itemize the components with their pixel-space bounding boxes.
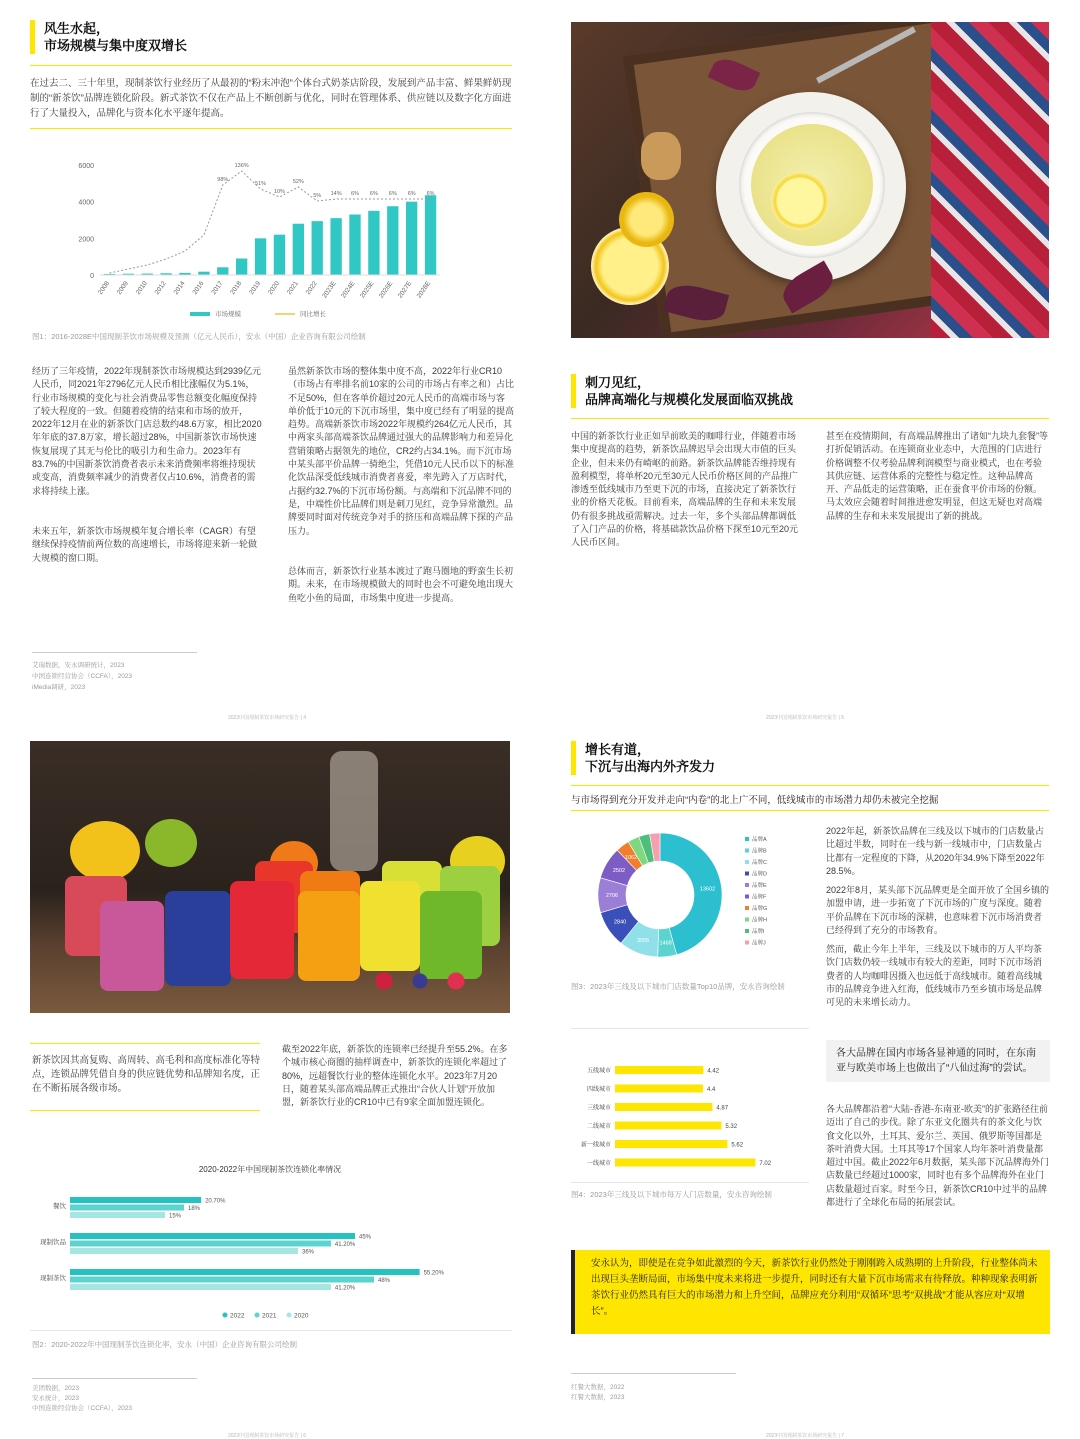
- slice-label: 1062: [624, 854, 638, 861]
- y-tick-label: 0: [90, 273, 94, 280]
- slice-label: 1468: [659, 940, 672, 947]
- legend-label: 品牌C: [752, 860, 767, 866]
- jar: [100, 901, 164, 991]
- bottle: [330, 751, 378, 871]
- data-label: 7.02: [759, 1161, 772, 1167]
- bar: [70, 1205, 184, 1211]
- lemon-half: [619, 192, 674, 247]
- intro-paragraph: 在过去二、三十年里，现制茶饮行业经历了从最初的“粉末冲泡”个体台式奶茶店阶段，发展到产品丰富、鲜果鲜奶现制的“新茶饮”品牌连锁化阶段。新式茶饮不仅在产品上不断创新与优化，同时在管理体系、供应链以及数字化方面进行了大量投入，品牌化与资本化水平逐年提高。: [30, 78, 512, 119]
- legend-swatch: [745, 860, 749, 864]
- data-label: 18%: [188, 1206, 201, 1212]
- bar: [70, 1269, 420, 1275]
- bar: [615, 1140, 727, 1148]
- legend-swatch: [745, 837, 749, 841]
- data-label: 20.70%: [205, 1198, 226, 1205]
- x-tick-label: 2010: [134, 280, 149, 296]
- page-1-col2-para2: 总体而言，新茶饮行业基本渡过了跑马圈地的野蛮生长初期。未来，在市场规模做大的同时也会不可避免地出现大鱼吃小鱼的局面，市场集中度进一步提高。: [288, 566, 514, 603]
- page-4-heading: 增长有道， 下沉与出海内外齐发力: [571, 741, 715, 775]
- bar: [615, 1066, 703, 1074]
- bar: [387, 206, 398, 275]
- page-4-right-para3: 然而，截止今年上半年，三线及以下城市的万人平均茶饮门店数仍较一线城市有较大的差距，同时下沉市场消费者的人均咖啡因摄入也远低于高线城市。随着高线城市的品牌竞争进入红海，低线城市乃至乡镇市场是品牌可见的未来增长动力。: [826, 944, 1043, 1008]
- data-label: 36%: [302, 1249, 315, 1256]
- bar: [70, 1277, 374, 1283]
- figure-4-caption: 图4：2023年三线及以下城市每万人门店数量，安永咨询绘制: [571, 1190, 772, 1199]
- figure-1-caption: 图1：2016-2028E中国现制茶饮市场规模及预测（亿元人民币），安永（中国）企业咨询有限公司绘制: [32, 332, 366, 341]
- fruit: [145, 819, 197, 867]
- page-4-body: 各大品牌都沿着“大陆-香港-东南亚-欧美”的扩张路径往前迈出了自己的步伐。除了东亚文化圈共有的茶文化与饮食文化以外，土耳其、爱尔兰、英国、俄罗斯等国都是茶叶消费大国。土耳其等17个国家人均年茶叶消费量都超过中国。截止2022年6月数据，某头部下沉品牌海外门店数量已经超过1000家，同时也有多个品牌海外在业门店数量超过百家。时至今日，新茶饮CR10中过半的品牌都进行了全球化布局的拓展尝试。: [826, 1104, 1050, 1208]
- bar: [615, 1159, 755, 1167]
- tea-photo: [571, 22, 1049, 338]
- x-tick-label: 2024E: [340, 280, 357, 300]
- ginger: [641, 132, 681, 180]
- page-footer: 2023中国现制茶饮市场研究报告 | 4: [228, 715, 306, 721]
- x-tick-label: 2023E: [321, 280, 338, 300]
- data-label: 15%: [169, 1213, 182, 1220]
- legend-label: 同比增长: [300, 311, 326, 318]
- legend-label: 2022: [230, 1312, 245, 1320]
- bar: [615, 1085, 703, 1093]
- x-tick-label: 2008: [97, 280, 112, 296]
- pull-quote: 各大品牌在国内市场各显神通的同时，在东南亚与欧美市场上也做出了“八仙过海”的尝试。: [826, 1040, 1050, 1082]
- bar: [349, 215, 360, 276]
- bar: [70, 1241, 331, 1247]
- growth-label: 6%: [369, 191, 378, 197]
- category-label: 一线城市: [586, 1161, 611, 1167]
- bar: [70, 1197, 201, 1203]
- x-tick-label: 2014: [172, 280, 187, 296]
- legend-label: 品牌F: [752, 894, 767, 901]
- growth-label: 14%: [330, 191, 342, 197]
- bar: [70, 1284, 331, 1290]
- slice-label: 2502: [612, 868, 626, 875]
- legend-swatch: [745, 941, 749, 945]
- source-line: 中国连锁经营协会（CCFA），2023: [32, 673, 133, 680]
- bar: [615, 1103, 712, 1111]
- smoothie-photo: [30, 741, 510, 1013]
- page-footer: 2023中国现制茶饮市场研究报告 | 7: [766, 1433, 844, 1439]
- legend-swatch: [287, 1313, 292, 1318]
- source-line: 中国连锁经营协会（CCFA），2023: [32, 1405, 133, 1412]
- legend-label: 品牌J: [752, 940, 766, 947]
- source-line: 红餐大数据，2023: [571, 1394, 625, 1401]
- jar: [230, 881, 294, 979]
- y-tick-label: 6000: [78, 163, 94, 170]
- bar: [368, 211, 379, 275]
- page-4-subheading: 与市场得到充分开发并走向“内卷”的北上广不同，低线城市的市场潜力却仍未被完全挖掘: [571, 795, 939, 806]
- legend-swatch: [745, 895, 749, 899]
- source-line: 红餐大数据，2022: [571, 1384, 625, 1391]
- slice-label: 3055: [636, 937, 650, 944]
- legend-label: 市场规模: [215, 311, 241, 318]
- source-rule: [32, 1378, 197, 1379]
- bar: [217, 267, 228, 275]
- blanket: [931, 22, 1049, 338]
- legend-swatch: [745, 849, 749, 853]
- divider: [571, 785, 1049, 786]
- divider: [571, 1182, 809, 1183]
- bar: [255, 238, 266, 275]
- bar: [70, 1212, 165, 1218]
- legend-label: 2021: [262, 1312, 277, 1320]
- y-tick-label: 4000: [78, 199, 94, 207]
- page-1-col1-para2: 未来五年，新茶饮市场规模年复合增长率（CAGR）有望继续保持疫情前两位数的高速增长，市场将迎来新一轮做大规模的窗口期。: [32, 526, 258, 563]
- source-rule: [32, 652, 197, 653]
- x-tick-label: 2012: [153, 280, 168, 296]
- x-tick-label: 2022: [304, 280, 319, 296]
- data-label: 55.20%: [423, 1270, 444, 1277]
- bar: [312, 221, 323, 275]
- x-tick-label: 2028E: [415, 280, 433, 300]
- growth-line: [109, 171, 430, 273]
- legend-label: 品牌H: [752, 917, 767, 924]
- legend-swatch: [745, 918, 749, 922]
- growth-label: 10%: [273, 189, 285, 195]
- jar: [165, 891, 231, 986]
- slice-label: 2840: [613, 919, 627, 926]
- divider: [30, 1330, 512, 1331]
- growth-label: 6%: [351, 191, 359, 197]
- x-tick-label: 2009: [115, 280, 130, 296]
- y-tick-label: 2000: [78, 236, 94, 244]
- berries: [360, 966, 480, 996]
- bar: [274, 235, 285, 275]
- source-line: 艾瑞数据，安永调研统计，2023: [32, 662, 125, 669]
- source-rule: [571, 1373, 736, 1374]
- category-label: 餐饮: [53, 1203, 66, 1210]
- x-tick-label: 2025E: [359, 280, 376, 300]
- page-1-col2-para1: 虽然新茶饮市场的整体集中度不高，2022年行业CR10（市场占有率排名前10家的公司的市场占有率之和）占比不足50%，但在客单价超过20元人民币的高端市场与客单价低于10元的下沉市场里，集中度已经有了明显的提高趋势。高端新茶饮市场2022年规模约264亿元人民币，其中两家头部高端茶饮品牌通过强大的品牌影响力和差异化营销策略占据领先的地位，CR2约占34.1%。而下沉市场中某头部平价品牌一骑绝尘，凭借10元人民币以下的标准化饮品深受低线城市消费者喜爱，率先跨入了万店时代，占据约32.7%的下沉市场份额。与高端和下沉品牌不同的是，中端性价比品牌们则是刺刀见红，竞争异常激烈。品牌要同时面对传统竞争对手的挤压和高端品牌下探的产品压力。: [288, 366, 515, 536]
- data-label: 4.42: [707, 1068, 720, 1075]
- lemon-slice: [771, 172, 829, 230]
- legend-swatch: [190, 312, 210, 316]
- legend-label: 品牌I: [752, 929, 765, 935]
- x-tick-label: 2027E: [396, 280, 414, 300]
- data-label: 41.20%: [334, 1285, 356, 1292]
- bar: [70, 1233, 355, 1239]
- page-2-heading: 刺刀见红， 品牌高端化与规模化发展面临双挑战: [571, 374, 793, 408]
- growth-label: 6%: [388, 191, 397, 197]
- stores-per-10k-chart: [571, 1060, 809, 1180]
- legend-label: 品牌G: [752, 906, 768, 912]
- bar: [293, 224, 304, 275]
- x-tick-label: 2021: [285, 280, 300, 296]
- growth-label: 6%: [426, 191, 435, 197]
- slice-label: 13602: [699, 886, 716, 893]
- chart-2-title: 2020-2022年中国现制茶饮连锁化率情况: [198, 1165, 342, 1174]
- growth-label: 98%: [217, 177, 229, 183]
- ey-conclusion-callout: 安永认为，即使是在竞争如此激烈的今天，新茶饮行业仍然处于刚刚跨入成熟期的上升阶段，行业整体尚未出现巨头垄断局面，市场集中度未来将进一步提升，同时还有大量下沉市场需求有待释放。种种现象表明新茶饮行业仍然具有巨大的市场潜力和上升空间，品牌应充分利用“双循环”思考“双挑战”才能从容应对“双增长”。: [571, 1250, 1050, 1334]
- source-line: 安永统计，2023: [32, 1395, 79, 1402]
- category-label: 二线城市: [586, 1124, 611, 1130]
- category-label: 五线城市: [586, 1068, 611, 1075]
- divider: [30, 1043, 260, 1044]
- page-3-col2: 截至2022年底，新茶饮的连锁率已经提升至55.2%。在多个城市核心商圈的抽样调查中，新茶饮的连锁化率超过了80%，远超餐饮行业的整体连锁化水平。2023年7月20日，随着某头部高端品牌正式推出“合伙人计划”开放加盟，新茶饮行业的CR10中已有9家全面加盟连锁化。: [282, 1044, 508, 1108]
- growth-label: 52%: [292, 179, 304, 185]
- legend-swatch: [745, 929, 749, 933]
- slice-label: 2706: [605, 893, 619, 900]
- category-label: 现制饮品: [40, 1239, 66, 1246]
- category-label: 新一线城市: [580, 1142, 611, 1149]
- page-1-col1-para1: 经历了三年疫情，2022年现制茶饮市场规模达到2939亿元人民币，同2021年2796亿元人民币相比涨幅仅为5.1%，行业市场规模的变化与社会消费品零售总额变化幅度保持了较大程度的一致。但随着疫情的结束和市场的放开，2022年12月在业的新茶饮门店总数约48.6万家，相比2020年年底的37.8万家，增长超过28%，中国新茶饮市场快速恢复展现了其无与伦比的吸引力和生命力。2023年有83.7%的中国新茶饮消费者表示未来消费频率将维持现状或变高，消费频率减少的消费者仅占10.6%，消费者的需求将持续上涨。: [32, 366, 262, 496]
- growth-label: 51%: [255, 181, 267, 187]
- data-label: 5.32: [725, 1124, 738, 1130]
- legend-swatch: [745, 906, 749, 910]
- legend-label: 2020: [294, 1312, 309, 1320]
- legend-label: 品牌A: [752, 837, 767, 843]
- chain-rate-chart: [30, 1185, 510, 1325]
- top10-brands-donut: [580, 825, 810, 975]
- divider: [571, 810, 1049, 811]
- figure-3-caption: 图3：2023年三线及以下城市门店数量Top10品牌，安永咨询绘制: [571, 982, 785, 991]
- data-label: 5.62: [731, 1142, 744, 1149]
- page-footer: 2023中国现制茶饮市场研究报告 | 5: [766, 715, 844, 721]
- legend-label: 品牌B: [752, 848, 767, 855]
- bar: [406, 202, 417, 275]
- fruit: [70, 821, 140, 881]
- data-label: 4.4: [707, 1087, 716, 1093]
- divider: [571, 1028, 809, 1029]
- data-label: 45%: [359, 1234, 372, 1241]
- legend-label: 品牌D: [752, 871, 767, 878]
- divider: [571, 418, 1049, 419]
- data-label: 4.87: [716, 1105, 729, 1112]
- x-tick-label: 2020: [267, 280, 282, 296]
- legend-swatch: [255, 1313, 260, 1318]
- legend-label: 品牌E: [752, 883, 767, 889]
- source-line: iMedia调研，2023: [32, 684, 86, 691]
- legend-swatch: [223, 1313, 228, 1318]
- data-label: 41.20%: [334, 1242, 356, 1248]
- figure-2-caption: 图2：2020-2022年中国现制茶饮连锁化率，安永（中国）企业咨询有限公司绘制: [32, 1340, 298, 1349]
- growth-label: 6%: [407, 191, 416, 197]
- category-label: 三线城市: [586, 1105, 611, 1112]
- jar: [298, 891, 360, 981]
- bar: [425, 195, 436, 275]
- category-label: 现制茶饮: [40, 1275, 66, 1282]
- jar: [360, 881, 420, 971]
- page-4-right-para2: 2022年8月，某头部下沉品牌更是全面开放了全国乡镇的加盟申请，进一步拓宽了下沉市场的广度与深度。随着平价品牌在下沉市场的深耕，也意味着下沉市场消费者已经得到了充分的市场教育。: [826, 885, 1050, 935]
- category-label: 四线城市: [586, 1087, 611, 1093]
- page-1-heading: 风生水起， 市场规模与集中度双增长: [30, 20, 187, 54]
- growth-label: 5%: [313, 193, 322, 199]
- divider: [30, 65, 512, 66]
- bar: [330, 218, 341, 275]
- x-tick-label: 2026E: [377, 280, 395, 300]
- legend-swatch: [745, 872, 749, 876]
- market-size-chart: [60, 150, 450, 325]
- x-tick-label: 2018: [229, 280, 244, 296]
- page-2-col2: 甚至在疫情期间，有高端品牌推出了诸如“九块九套餐”等打折促销活动。在连锁商业业态中，大范围的门店进行价格调整不仅考验品牌利润模型与商业模式，也在考验其供应链、运营体系的完整性与稳定性。这种品牌高开、产品低走的运营策略，正在蚕食平价市场的份额。马太效应会随着时间推进愈发明显，但这无疑也对高端品牌的生存和未来发展提出了新的挑战。: [826, 431, 1048, 521]
- page-3-col1: 新茶饮因其高复购、高周转、高毛利和高度标准化等特点，连锁品牌凭借自身的供应链优势和品牌知名度，正在不断拓展各级市场。: [32, 1055, 261, 1094]
- bar: [70, 1248, 298, 1254]
- x-tick-label: 2019: [248, 280, 263, 296]
- x-tick-label: 2016: [191, 280, 206, 296]
- bar: [615, 1122, 721, 1130]
- divider: [30, 128, 512, 129]
- source-line: 美团数据，2023: [32, 1385, 79, 1392]
- data-label: 48%: [378, 1278, 391, 1284]
- bar: [236, 259, 247, 276]
- x-tick-label: 2017: [210, 280, 225, 296]
- growth-label: 136%: [234, 163, 249, 169]
- page-4-right-para1: 2022年起，新茶饮品牌在三线及以下城市的门店数量占比超过半数，同时在一线与新一线城市中，门店数量占比都有一定程度的下降，从2020年34.9%下降至2022年28.5%。: [826, 826, 1045, 876]
- page-2-col1: 中国的新茶饮行业正如早前欧美的咖啡行业，伴随着市场集中度提高的趋势，新茶饮品牌迟早会出现大市值的巨头企业，但未来仍有崎岖的前路。新茶饮品牌能否维持现有盈利模型，将单杯20元至30元人民币价格区间的产品推广渗透至低线城市乃至更下沉的市场，直接决定了新茶饮行业的价格天花板。目前看来，高端品牌的生存和未来发展仍有很多挑战亟需解决。过去一年，多个头部品牌都调低了入门产品的价格，将基础款饮品价格下探至10元至20元人民币区间。: [571, 431, 799, 548]
- legend-swatch: [745, 883, 749, 887]
- page-footer: 2023中国现制茶饮市场研究报告 | 6: [228, 1433, 306, 1439]
- divider: [30, 1110, 260, 1111]
